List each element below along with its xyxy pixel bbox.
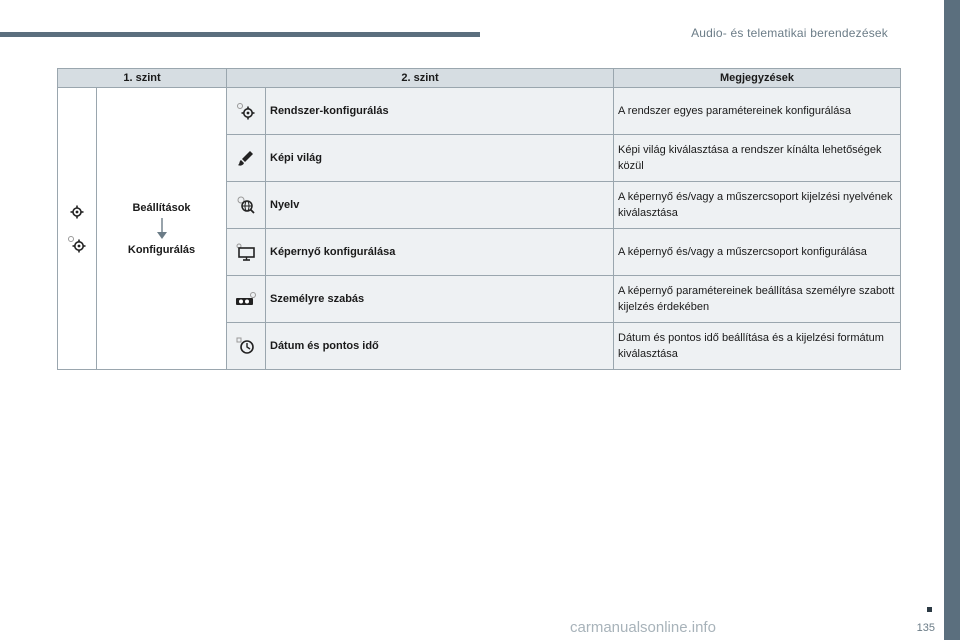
personalize-icon bbox=[227, 276, 266, 323]
row-label: Rendszer-konfigurálás bbox=[266, 88, 614, 135]
row-label: Nyelv bbox=[266, 182, 614, 229]
row-label: Személyre szabás bbox=[266, 276, 614, 323]
row-label: Képernyő konfigurálása bbox=[266, 229, 614, 276]
row-note: Dátum és pontos idő beállítása és a kijelzési formátum kiválasztása bbox=[614, 323, 901, 370]
level1-label-cell bbox=[97, 88, 227, 370]
watermark: carmanualsonline.info bbox=[570, 619, 716, 636]
arrow-down-icon bbox=[156, 218, 168, 240]
header-level2: 2. szint bbox=[227, 69, 614, 88]
clock-icon bbox=[227, 323, 266, 370]
header-level1: 1. szint bbox=[58, 69, 227, 88]
row-note: Képi világ kiválasztása a rendszer kínálta lehetőségek közül bbox=[614, 135, 901, 182]
level1-label-main: Beállítások bbox=[132, 201, 191, 214]
row-label: Dátum és pontos idő bbox=[266, 323, 614, 370]
row-note: A képernyő és/vagy a műszercsoport kijelzési nyelvének kiválasztása bbox=[614, 182, 901, 229]
row-label: Képi világ bbox=[266, 135, 614, 182]
top-rule bbox=[0, 32, 480, 37]
row-note: A képernyő paramétereinek beállítása személyre szabott kijelzés érdekében bbox=[614, 276, 901, 323]
theme-brush-icon bbox=[227, 135, 266, 182]
row-note: A képernyő és/vagy a műszercsoport konfigurálása bbox=[614, 229, 901, 276]
page-marker bbox=[927, 607, 932, 612]
page-number: 135 bbox=[916, 622, 935, 634]
settings-gear-icon bbox=[59, 205, 95, 219]
header-notes: Megjegyzések bbox=[614, 69, 901, 88]
table-row bbox=[58, 88, 901, 135]
settings-table bbox=[57, 68, 901, 370]
level1-icons-cell bbox=[58, 88, 97, 370]
system-config-icon bbox=[227, 88, 266, 135]
side-tab-strip bbox=[944, 0, 960, 640]
language-icon bbox=[227, 182, 266, 229]
display-icon bbox=[227, 229, 266, 276]
row-note: A rendszer egyes paramétereinek konfigurálása bbox=[614, 88, 901, 135]
configure-gear-icon bbox=[59, 235, 95, 253]
section-title: Audio- és telematikai berendezések bbox=[691, 26, 888, 40]
level1-label-sub: Konfigurálás bbox=[127, 243, 196, 256]
